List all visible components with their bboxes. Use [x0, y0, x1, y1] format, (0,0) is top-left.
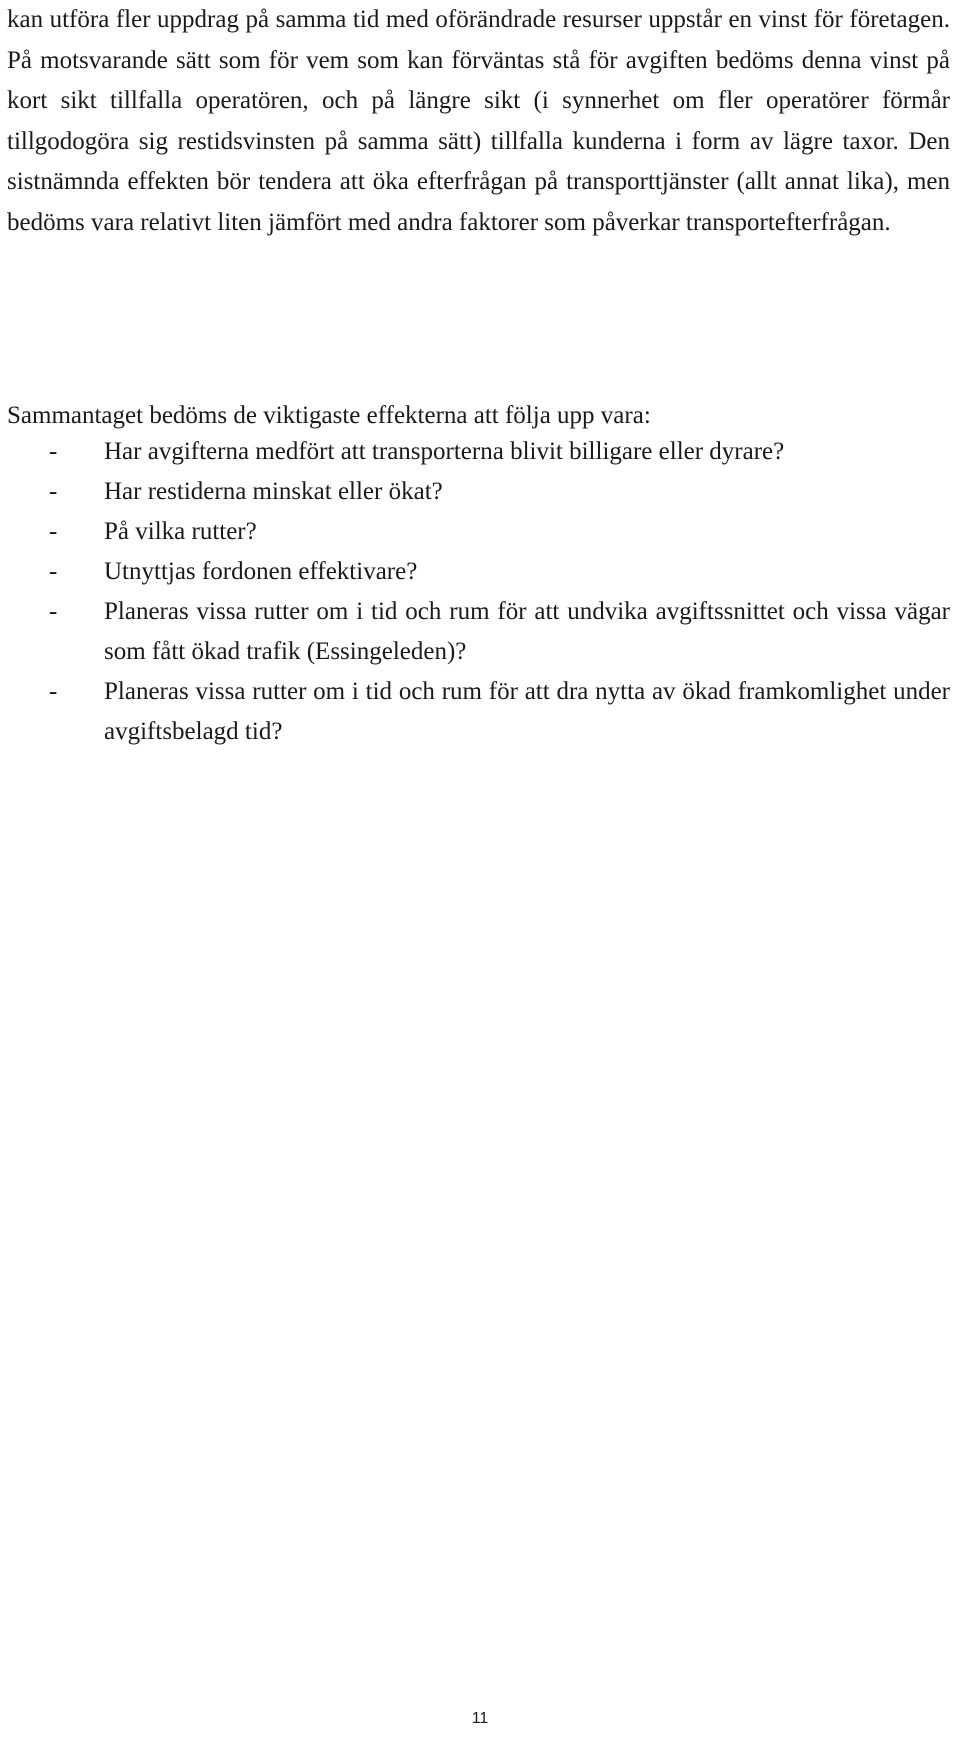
summary-intro: Sammantaget bedöms de viktigaste effekterna att följa upp vara:: [7, 402, 651, 429]
list-dash-marker: -: [49, 558, 58, 585]
list-item-text: Har restiderna minskat eller ökat?: [104, 478, 443, 505]
body-paragraph: kan utföra fler uppdrag på samma tid med oförändrade resurser uppstår en vinst för företagen. På motsvarande sätt som för vem som kan förväntas stå för avgiften bedöms denna vinst på kort sikt tillfalla operatören, och på längre sikt (i synnerhet om fler operatörer förmår tillgodogöra sig restidsvinsten på samma sätt) tillfalla kunderna i form av lägre taxor. Den sistnämnda effekten bör tendera att öka efterfrågan på transporttjänster (allt annat lika), men bedöms vara relativt liten jämfört med andra faktorer som påverkar transportefterfrågan.: [7, 6, 950, 236]
list-item: [0, 552, 950, 592]
list-dash-marker: -: [49, 518, 58, 545]
list-dash-marker: -: [49, 678, 58, 705]
list-item-text: Planeras vissa rutter om i tid och rum för att undvika avgiftssnittet och vissa vägar som fått ökad trafik (Essingeleden)?: [104, 598, 950, 665]
list-dash-marker: -: [49, 438, 58, 465]
list-item-text: Utnyttjas fordonen effektivare?: [104, 558, 418, 585]
list-item: [0, 512, 950, 552]
page-number: 11: [471, 1710, 489, 1727]
list-item: [0, 592, 950, 672]
list-item-text: Har avgifterna medfört att transporterna blivit billigare eller dyrare?: [104, 438, 785, 465]
list-item: [0, 432, 950, 472]
list-item-text: På vilka rutter?: [104, 518, 257, 545]
body-paragraph-block: [7, 0, 950, 243]
list-item: [0, 672, 950, 752]
list-dash-marker: -: [49, 598, 58, 625]
list-item-text: Planeras vissa rutter om i tid och rum för att dra nytta av ökad framkomlighet under avgiftsbelagd tid?: [104, 678, 950, 745]
followup-question-list: [0, 432, 950, 752]
list-dash-marker: -: [49, 478, 58, 505]
list-item: [0, 472, 950, 512]
